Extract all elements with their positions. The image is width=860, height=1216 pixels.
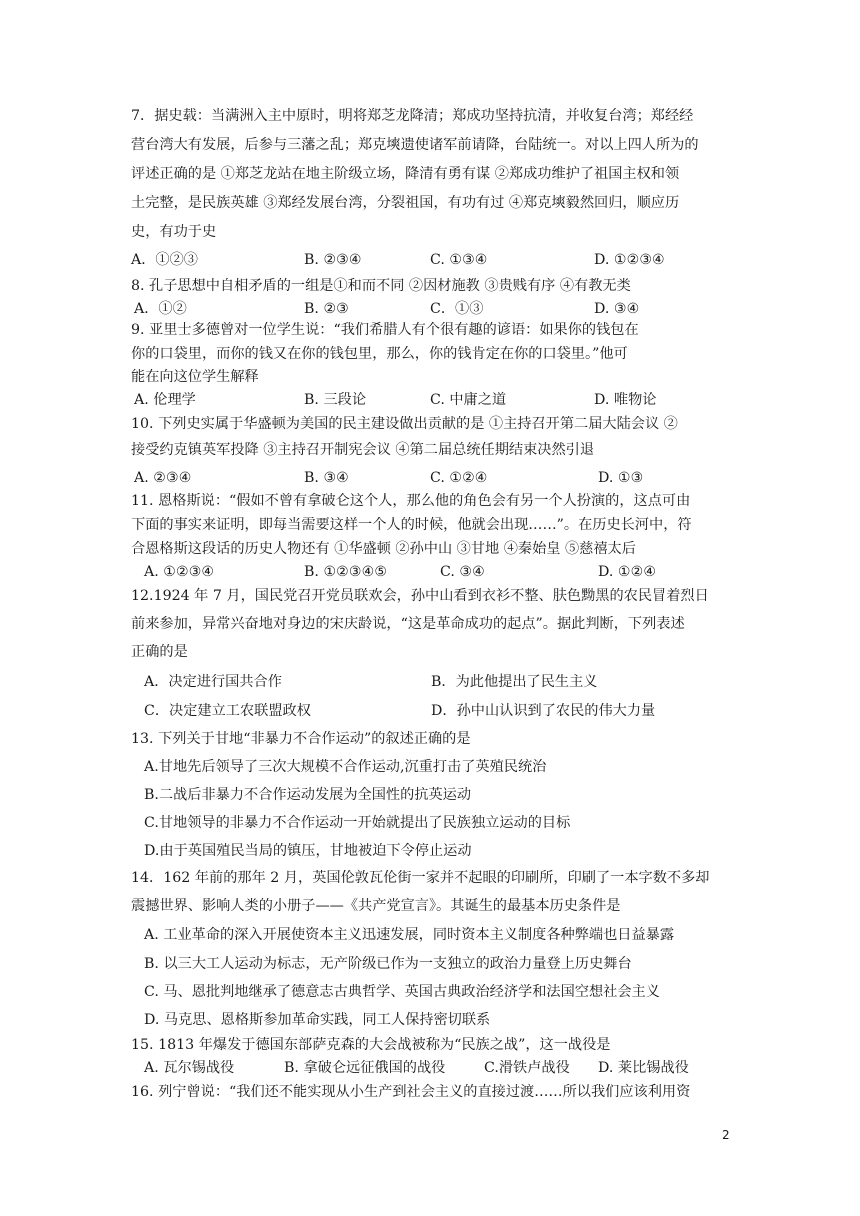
question-9-option-a: A. 伦理学: [134, 392, 196, 408]
question-14-option-c: C. 马、恩批判地继承了德意志古典哲学、英国古典政治经济学和法国空想社会主义: [144, 984, 660, 1000]
question-7-line-1: 7．据史载：当满洲入主中原时，明将郑芝龙降清；郑成功坚持抗清，并收复台湾；郑经经: [131, 108, 694, 124]
question-14-option-d: D. 马克思、恩格斯参加革命实践，同工人保持密切联系: [144, 1012, 491, 1028]
question-10-option-b: B. ③④: [304, 470, 349, 486]
question-9-option-b: B. 三段论: [304, 392, 367, 408]
question-8-option-c: C．①③: [430, 301, 484, 317]
question-7-option-b: B. ②③④: [304, 252, 362, 268]
question-9-line-1: 9. 亚里士多德曾对一位学生说：“我们希腊人有个很有趣的谚语：如果你的钱包在: [131, 322, 639, 338]
question-12-line-3: 正确的是: [131, 644, 188, 660]
question-16-line-1: 16. 列宁曾说：“我们还不能实现从小生产到社会主义的直接过渡……所以我们应该利用资: [131, 1084, 691, 1100]
page-number: 2: [722, 1128, 730, 1142]
question-8-option-b: B. ②③: [304, 301, 349, 317]
question-8-option-a: A．①②: [134, 301, 187, 317]
question-11-line-3: 合恩格斯这段话的历史人物还有 ①华盛顿 ②孙中山 ③甘地 ④秦始皇 ⑤慈禧太后: [131, 541, 636, 557]
question-7-line-3: 评述正确的是 ①郑芝龙站在地主阶级立场，降清有勇有谋 ②郑成功维护了祖国主权和领: [131, 166, 680, 182]
question-15-option-a: A. 瓦尔锡战役: [144, 1060, 235, 1076]
question-13-option-d: D.由于英国殖民当局的镇压，甘地被迫下令停止运动: [144, 843, 472, 859]
question-11-option-c: C. ③④: [440, 564, 485, 580]
question-13-option-c: C.甘地领导的非暴力不合作运动一开始就提出了民族独立运动的目标: [144, 815, 571, 831]
question-12-option-b: B．为此他提出了民生主义: [431, 674, 598, 690]
question-14-line-2: 震撼世界、影响人类的小册子——《共产党宣言》。其诞生的最基本历史条件是: [131, 898, 621, 914]
question-13-option-a: A.甘地先后领导了三次大规模不合作运动,沉重打击了英殖民统治: [144, 759, 547, 775]
question-9-option-c: C. 中庸之道: [430, 392, 507, 408]
question-7-line-4: 土完整，是民族英雄 ③郑经发展台湾，分裂祖国，有功有过 ④郑克塽毅然回归，顺应历: [131, 195, 680, 211]
question-15-option-d: D. 莱比锡战役: [598, 1060, 689, 1076]
question-12-option-d: D．孙中山认识到了农民的伟大力量: [431, 703, 656, 719]
question-14-option-b: B. 以三大工人运动为标志，无产阶级已作为一支独立的政治力量登上历史舞台: [144, 956, 632, 972]
question-11-line-2: 下面的事实来证明，即每当需要这样一个人的时候，他就会出现……”。在历史长河中，符: [131, 517, 692, 533]
question-10-option-d: D. ①③: [598, 470, 644, 486]
question-15-option-b: B. 拿破仑远征俄国的战役: [284, 1060, 446, 1076]
question-8-line-1: 8. 孔子思想中自相矛盾的一组是①和而不同 ②因材施教 ③贵贱有序 ④有教无类: [131, 278, 631, 294]
question-11-option-a: A. ①②③④: [144, 564, 215, 580]
question-10-option-c: C. ①②④: [430, 470, 488, 486]
question-9-line-2: 你的口袋里，而你的钱又在你的钱包里，那么，你的钱肯定在你的口袋里。”他可: [131, 346, 628, 362]
question-14-line-1: 14．162 年前的那年 2 月，英国伦敦瓦伦街一家并不起眼的印刷所，印刷了一本字数不多却: [131, 870, 710, 886]
question-14-option-a: A. 工业革命的深入开展使资本主义迅速发展，同时资本主义制度各种弊端也日益暴露: [144, 927, 675, 943]
question-13-option-b: B.二战后非暴力不合作运动发展为全国性的抗英运动: [144, 787, 472, 803]
question-7-option-d: D. ①②③④: [594, 252, 665, 268]
question-15-line-1: 15. 1813 年爆发于德国东部萨克森的大会战被称为“民族之战”，这一战役是: [131, 1037, 611, 1053]
question-11-line-1: 11. 恩格斯说：“假如不曾有拿破仑这个人，那么他的角色会有另一个人扮演的，这点可由: [131, 493, 691, 509]
question-9-line-3: 能在向这位学生解释: [131, 369, 259, 385]
question-9-option-d: D. 唯物论: [594, 392, 657, 408]
question-7-line-5: 史，有功于史: [131, 224, 217, 240]
question-7-option-a: A．①②③: [131, 252, 198, 268]
question-12-option-c: C．决定建立工农联盟政权: [144, 703, 311, 719]
question-15-option-c: C.滑铁卢战役: [484, 1060, 570, 1076]
question-8-option-d: D. ③④: [594, 301, 640, 317]
question-11-option-b: B. ①②③④⑤: [304, 564, 388, 580]
question-11-option-d: D. ①②④: [598, 564, 657, 580]
question-13-line-1: 13. 下列关于甘地“非暴力不合作运动”的叙述正确的是: [131, 731, 471, 747]
question-10-line-2: 接受约克镇英军投降 ③主持召开制宪会议 ④第二届总统任期结束决然引退: [131, 442, 595, 458]
question-12-line-2: 前来参加，异常兴奋地对身边的宋庆龄说，“这是革命成功的起点”。据此判断，下列表述: [131, 616, 685, 632]
question-7-line-2: 营台湾大有发展，后参与三藩之乱；郑克塽遗使诸军前请降，台陆统一。对以上四人所为的: [131, 137, 699, 153]
question-12-line-1: 12.1924 年 7 月，国民党召开党员联欢会，孙中山看到衣衫不整、肤色黝黑的农民冒着烈日: [131, 588, 709, 604]
question-12-option-a: A．决定进行国共合作: [144, 674, 282, 690]
question-10-line-1: 10. 下列史实属于华盛顿为美国的民主建设做出贡献的是 ①主持召开第二届大陆会议 ②: [131, 416, 678, 432]
question-7-option-c: C. ①③④: [430, 252, 488, 268]
question-10-option-a: A. ②③④: [134, 470, 192, 486]
